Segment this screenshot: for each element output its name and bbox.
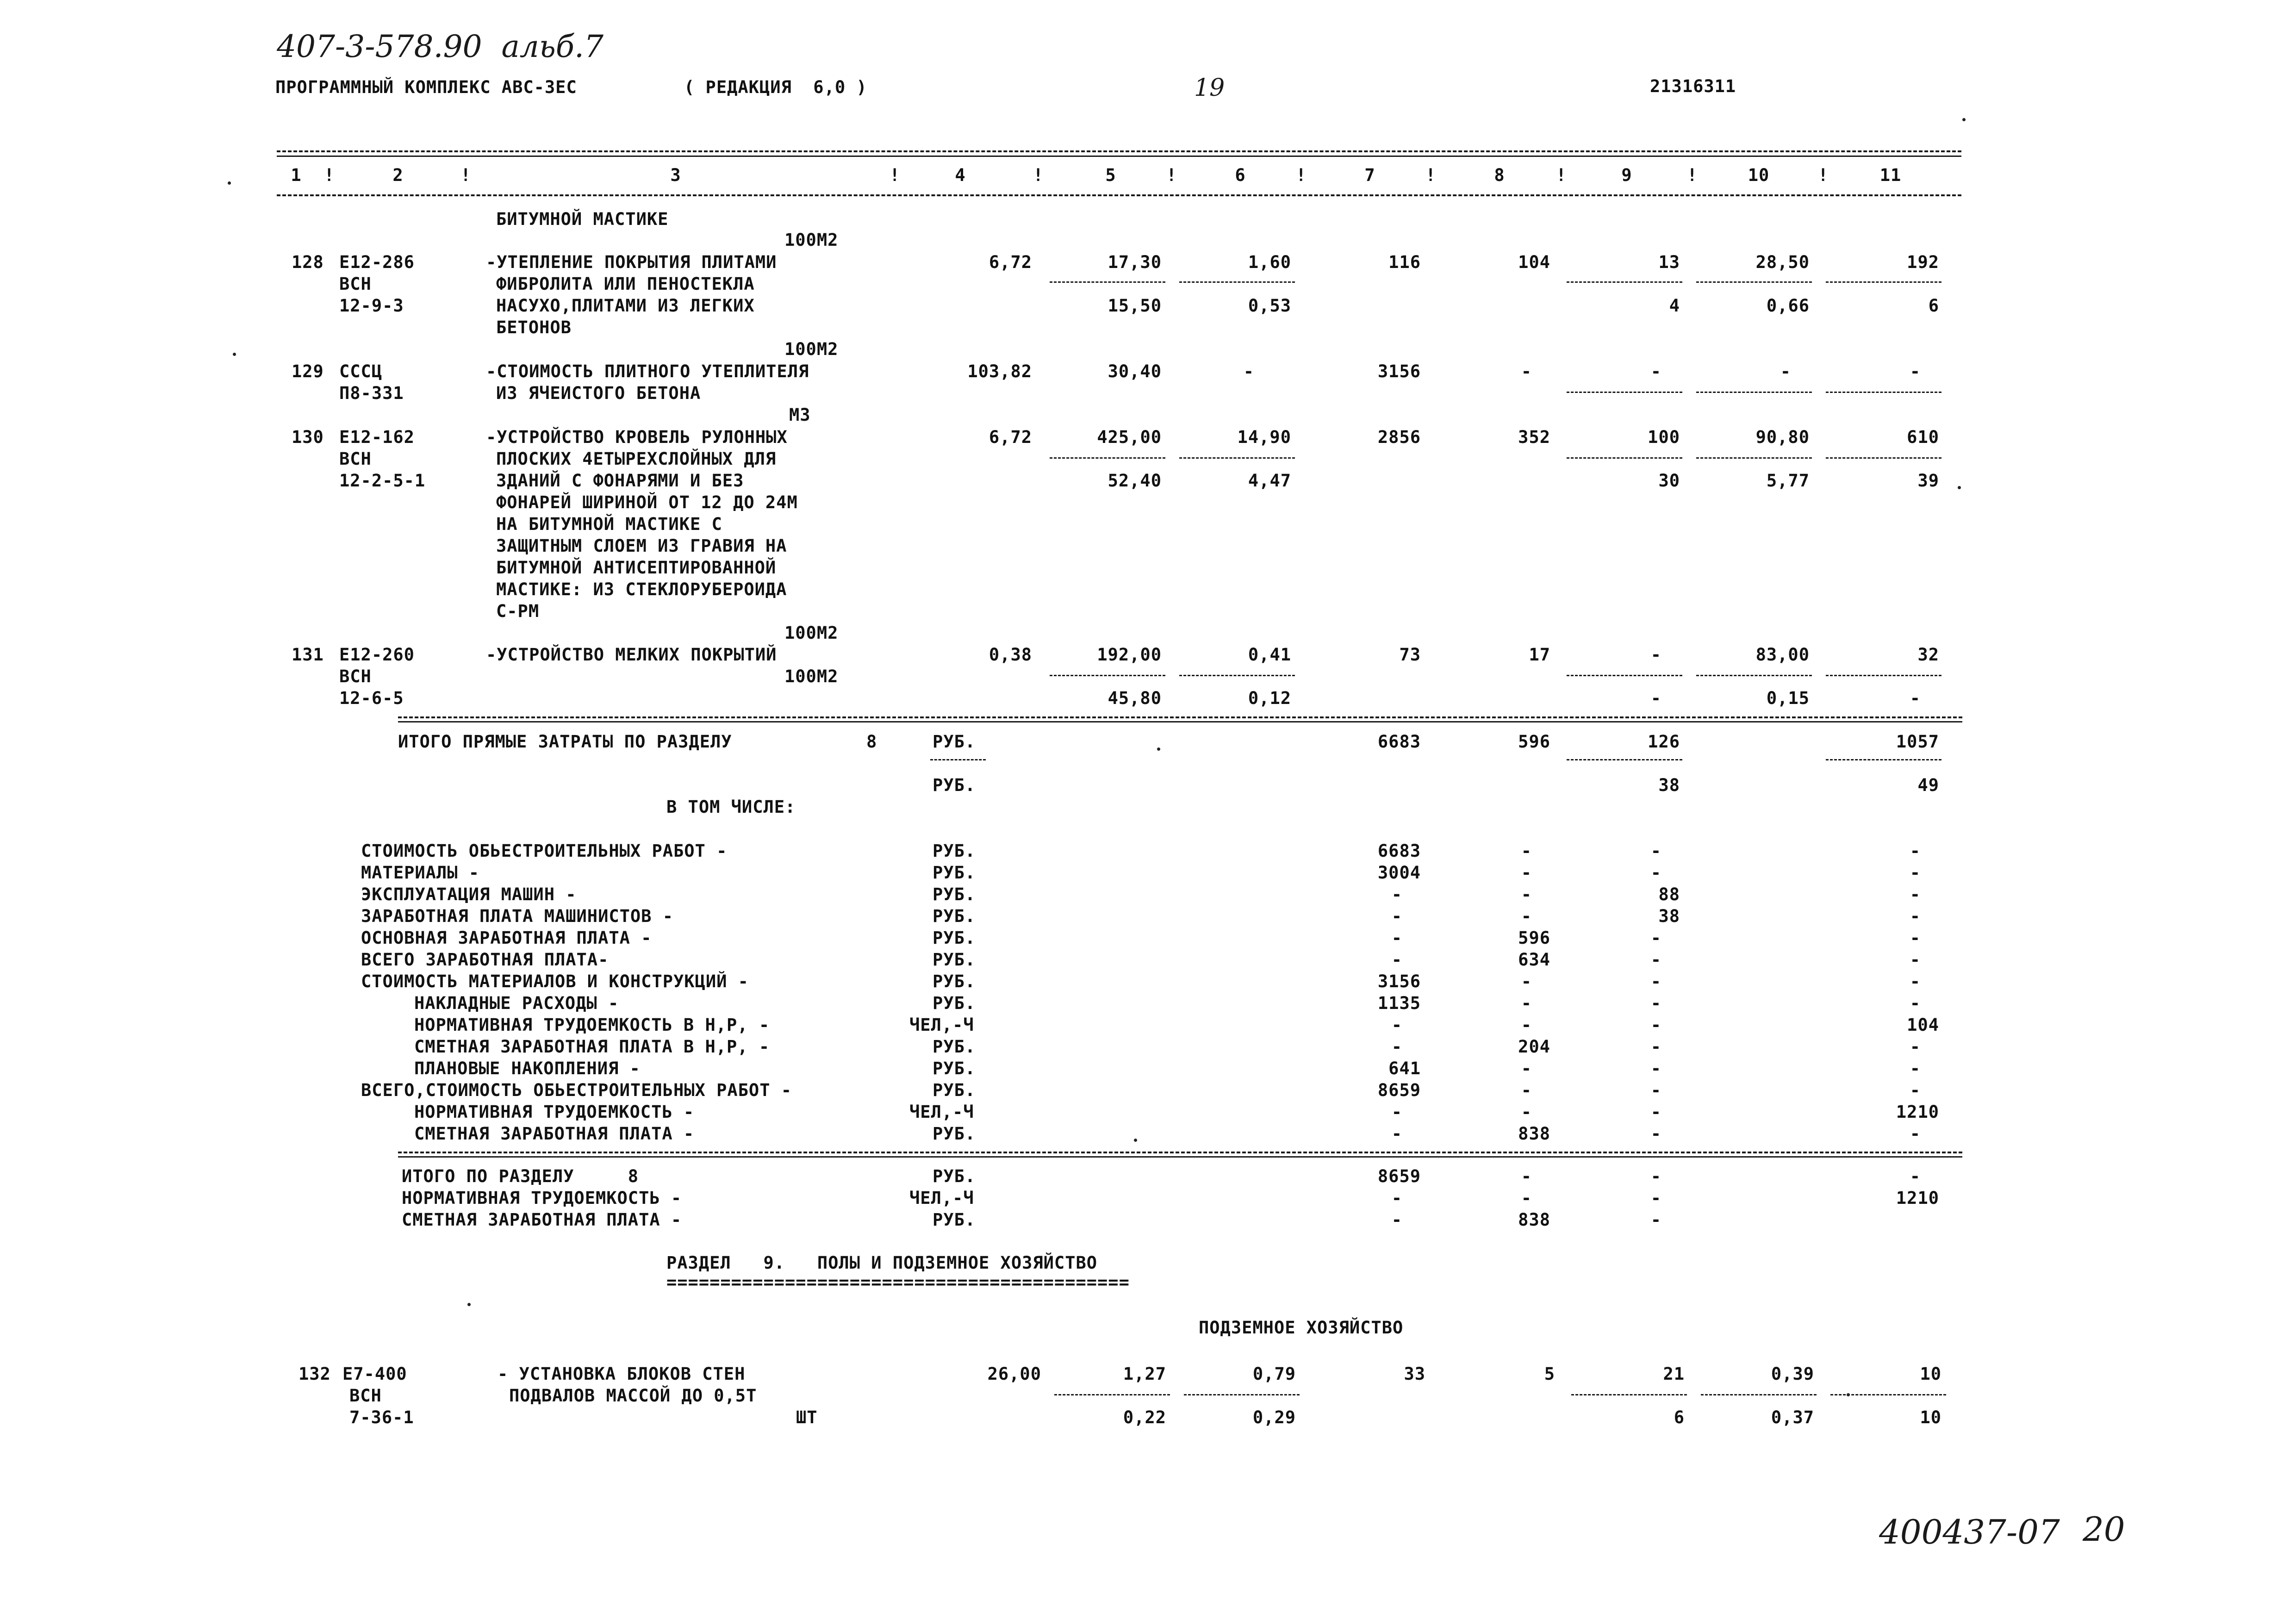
r128-c8: 104: [1518, 252, 1550, 272]
breakdown-c7: -: [1391, 884, 1402, 904]
section-total-c9: -: [1650, 1166, 1661, 1186]
direct-costs-label: ИТОГО ПРЯМЫЕ ЗАТРАТЫ ПО РАЗДЕЛУ: [398, 732, 732, 752]
r128-desc-2: ФИБРОЛИТА ИЛИ ПЕНОСТЕКЛА: [496, 274, 755, 294]
breakdown-c11: -: [1910, 1124, 1921, 1144]
section-total-unit: РУБ.: [933, 1210, 976, 1230]
breakdown-c8: -: [1521, 1015, 1532, 1035]
breakdown-c11: -: [1910, 841, 1921, 861]
direct-costs-unit: РУБ.: [933, 732, 976, 752]
breakdown-c7: -: [1391, 1124, 1402, 1144]
r130-code3: 12-2-5-1: [339, 471, 426, 491]
row-split: [1567, 457, 1682, 459]
r131-code: Е12-260: [339, 645, 415, 665]
r131-c5b: 45,80: [1108, 688, 1162, 708]
r132-c11: 10: [1920, 1364, 1941, 1384]
section-total-c9: -: [1650, 1210, 1661, 1230]
breakdown-c9: -: [1650, 863, 1661, 883]
breakdown-unit: РУБ.: [933, 841, 976, 861]
r128-qty: 6,72: [989, 252, 1032, 272]
breakdown-c7: 8659: [1377, 1080, 1421, 1100]
r128-num: 128: [292, 252, 324, 272]
col-header-10: 10: [1748, 165, 1770, 185]
breakdown-label: МАТЕРИАЛЫ -: [361, 863, 480, 883]
r129-c8: -: [1521, 361, 1532, 381]
row-split: [1184, 1394, 1300, 1395]
breakdown-c7: 3156: [1377, 971, 1421, 991]
section-total-c7: 8659: [1377, 1166, 1421, 1186]
row-split: [1054, 1394, 1170, 1395]
r129-unit: М3: [789, 405, 811, 425]
breakdown-unit: РУБ.: [933, 863, 976, 883]
breakdown-c8: -: [1521, 1059, 1532, 1078]
breakdown-c9: 88: [1658, 884, 1680, 904]
breakdown-c11: -: [1910, 906, 1921, 926]
col-header-9: 9: [1621, 165, 1632, 185]
r132-c8: 5: [1544, 1364, 1555, 1384]
section-total-c11: -: [1910, 1166, 1921, 1186]
breakdown-unit: РУБ.: [933, 906, 976, 926]
section-total-unit: ЧЕЛ,-Ч: [909, 1188, 974, 1208]
program-title: ПРОГРАММНЫЙ КОМПЛЕКС АВС-3ЕС: [275, 77, 577, 97]
breakdown-c9: -: [1650, 1059, 1661, 1078]
breakdown-c8: -: [1521, 1080, 1532, 1100]
breakdown-c9: -: [1650, 841, 1661, 861]
direct-costs-c11: 1057: [1896, 732, 1939, 752]
section-total-c7: -: [1391, 1210, 1402, 1230]
direct-costs-c9: 126: [1648, 732, 1680, 752]
col-header-1: 1: [291, 165, 302, 185]
breakdown-c8: -: [1521, 1102, 1532, 1122]
direct-costs-unit-2: РУБ.: [933, 775, 976, 795]
r128-code: Е12-286: [339, 252, 415, 272]
r130-num: 130: [292, 427, 324, 447]
r129-c7: 3156: [1377, 361, 1421, 381]
r130-desc-9: С-РМ: [496, 601, 540, 621]
row-split: [1179, 457, 1295, 459]
row-split: [1826, 759, 1941, 760]
r132-c10b: 0,37: [1771, 1407, 1814, 1427]
breakdown-c11: -: [1910, 1080, 1921, 1100]
r131-c9: -: [1650, 645, 1661, 665]
r128-code2: ВСН: [339, 274, 372, 294]
r129-code2: П8-331: [339, 383, 404, 403]
r130-unit: 100М2: [784, 623, 839, 643]
r130-c10: 90,80: [1755, 427, 1810, 447]
breakdown-label: НАКЛАДНЫЕ РАСХОДЫ -: [414, 993, 619, 1013]
r130-c5b: 52,40: [1108, 471, 1162, 491]
r130-c5: 425,00: [1097, 427, 1162, 447]
subtotal-rule-2: [398, 721, 1962, 722]
r132-c7: 33: [1404, 1364, 1425, 1384]
r130-c9: 100: [1648, 427, 1680, 447]
row-split: [1567, 281, 1682, 283]
breakdown-c8: -: [1521, 884, 1532, 904]
table-top-rule: [277, 150, 1961, 152]
breakdown-c8: 596: [1518, 928, 1550, 948]
section-total-c9: -: [1650, 1188, 1661, 1208]
breakdown-c11: 104: [1907, 1015, 1939, 1035]
handwritten-doc-code: 400437-07: [1879, 1513, 2060, 1551]
col-header-11: 11: [1879, 165, 1902, 185]
r130-desc-6: ЗАЩИТНЫМ СЛОЕМ ИЗ ГРАВИЯ НА: [496, 536, 787, 556]
section-total-c11: 1210: [1896, 1188, 1939, 1208]
section-total-rule-2: [398, 1156, 1962, 1158]
col-header-5: 5: [1105, 165, 1116, 185]
r130-c6b: 4,47: [1248, 471, 1291, 491]
r130-qty: 6,72: [989, 427, 1032, 447]
section-total-label: ИТОГО ПО РАЗДЕЛУ 8: [402, 1166, 639, 1186]
section-total-label: СМЕТНАЯ ЗАРАБОТНАЯ ПЛАТА -: [402, 1210, 682, 1230]
r129-desc-1: -СТОИМОСТЬ ПЛИТНОГО УТЕПЛИТЕЛЯ: [486, 361, 809, 381]
row-split: [930, 759, 986, 760]
row-split: [1701, 1394, 1817, 1395]
row-split: [1826, 392, 1941, 393]
breakdown-c11: -: [1910, 884, 1921, 904]
r130-c6: 14,90: [1237, 427, 1291, 447]
breakdown-c8: -: [1521, 841, 1532, 861]
breakdown-c11: -: [1910, 1059, 1921, 1078]
r130-c9b: 30: [1658, 471, 1680, 491]
r128-desc-3: НАСУХО,ПЛИТАМИ ИЗ ЛЕГКИХ: [496, 296, 755, 316]
r130-code2: ВСН: [339, 449, 372, 469]
breakdown-c9: -: [1650, 1015, 1661, 1035]
col-header-6: 6: [1235, 165, 1246, 185]
r132-desc-1: - УСТАНОВКА БЛОКОВ СТЕН: [498, 1364, 746, 1384]
breakdown-c9: -: [1650, 1037, 1661, 1057]
r132-c10: 0,39: [1771, 1364, 1814, 1384]
r130-c8: 352: [1518, 427, 1550, 447]
breakdown-label: ПЛАНОВЫЕ НАКОПЛЕНИЯ -: [414, 1059, 641, 1078]
r128-c10b: 0,66: [1766, 296, 1810, 316]
r131-c6: 0,41: [1248, 645, 1291, 665]
breakdown-unit: РУБ.: [933, 950, 976, 970]
r129-c9: -: [1650, 361, 1661, 381]
breakdown-c11: -: [1910, 863, 1921, 883]
breakdown-c7: -: [1391, 1037, 1402, 1057]
r128-c11b: 6: [1928, 296, 1939, 316]
col-header-3: 3: [670, 165, 681, 185]
direct-costs-c11b: 49: [1917, 775, 1939, 795]
section-total-c7: -: [1391, 1188, 1402, 1208]
r132-code2: ВСН: [349, 1386, 382, 1406]
r130-c7: 2856: [1377, 427, 1421, 447]
breakdown-label: ОСНОВНАЯ ЗАРАБОТНАЯ ПЛАТА -: [361, 928, 652, 948]
breakdown-c7: -: [1391, 1102, 1402, 1122]
r132-c5b: 0,22: [1123, 1407, 1166, 1427]
r131-num: 131: [292, 645, 324, 665]
r131-c9b: -: [1650, 688, 1661, 708]
r129-c11: -: [1910, 361, 1921, 381]
breakdown-unit: РУБ.: [933, 1080, 976, 1100]
col-sep: !: [1556, 165, 1567, 185]
breakdown-unit: ЧЕЛ,-Ч: [909, 1102, 974, 1122]
breakdown-c9: 38: [1658, 906, 1680, 926]
scan-speck: [1134, 1139, 1137, 1142]
page-number: 19: [1194, 74, 1225, 102]
r130-c10b: 5,77: [1766, 471, 1810, 491]
including-heading: В ТОМ ЧИСЛЕ:: [666, 797, 796, 817]
r130-c11b: 39: [1917, 471, 1939, 491]
col-sep: !: [1033, 165, 1044, 185]
r131-c11b: -: [1910, 688, 1921, 708]
r131-qty: 0,38: [989, 645, 1032, 665]
r129-c5: 30,40: [1108, 361, 1162, 381]
breakdown-c9: -: [1650, 993, 1661, 1013]
r130-desc-1: -УСТРОЙСТВО КРОВЕЛЬ РУЛОННЫХ: [486, 427, 788, 447]
r129-num: 129: [292, 361, 324, 381]
r128-c7: 116: [1388, 252, 1421, 272]
section-total-unit: РУБ.: [933, 1166, 976, 1186]
r131-code2: ВСН: [339, 666, 372, 686]
section9-title: РАЗДЕЛ 9. ПОЛЫ И ПОДЗЕМНОЕ ХОЗЯЙСТВО: [666, 1253, 1098, 1273]
scan-speck: [467, 1303, 471, 1306]
r132-c6: 0,79: [1252, 1364, 1296, 1384]
handwritten-page-number: 20: [2083, 1510, 2125, 1549]
r127-unit: 100М2: [784, 230, 839, 250]
col-separators: !: [324, 165, 335, 185]
breakdown-c7: 6683: [1377, 841, 1421, 861]
col-sep: !: [1687, 165, 1698, 185]
breakdown-c11: -: [1910, 950, 1921, 970]
scan-speck: [228, 181, 231, 185]
r130-desc-3: ЗДАНИЙ С ФОНАРЯМИ И БЕЗ: [496, 471, 744, 491]
col-header-4: 4: [955, 165, 966, 185]
r132-c5: 1,27: [1123, 1364, 1166, 1384]
section-total-c8: -: [1521, 1166, 1532, 1186]
row-split: [1567, 675, 1682, 676]
r130-c11: 610: [1907, 427, 1939, 447]
row-split: [1826, 281, 1941, 283]
breakdown-label: НОРМАТИВНАЯ ТРУДОЕМКОСТЬ -: [414, 1102, 695, 1122]
r130-code: Е12-162: [339, 427, 415, 447]
document-code: 21316311: [1650, 76, 1736, 96]
scan-speck: [1958, 486, 1961, 489]
row-split: [1696, 675, 1812, 676]
r131-c11: 32: [1917, 645, 1939, 665]
row-split: [1567, 392, 1682, 393]
r131-c6b: 0,12: [1248, 688, 1291, 708]
breakdown-c8: 204: [1518, 1037, 1550, 1057]
r132-qty: 26,00: [987, 1364, 1041, 1384]
breakdown-c11: 1210: [1896, 1102, 1939, 1122]
r132-c9b: 6: [1674, 1407, 1685, 1427]
r128-desc-4: БЕТОНОВ: [496, 318, 572, 337]
col-header-8: 8: [1494, 165, 1505, 185]
breakdown-c9: -: [1650, 950, 1661, 970]
r131-c7: 73: [1399, 645, 1421, 665]
row-split: [1050, 457, 1165, 459]
r128-c10: 28,50: [1755, 252, 1810, 272]
r132-num: 132: [299, 1364, 331, 1384]
section9-rule: ===========================================: [666, 1272, 1130, 1292]
r129-c6: -: [1243, 361, 1254, 381]
breakdown-unit: РУБ.: [933, 884, 976, 904]
row-split: [1567, 759, 1682, 760]
r128-c9b: 4: [1669, 296, 1680, 316]
breakdown-label: ЗАРАБОТНАЯ ПЛАТА МАШИНИСТОВ -: [361, 906, 674, 926]
breakdown-c8: -: [1521, 993, 1532, 1013]
r132-c9: 21: [1663, 1364, 1685, 1384]
scan-speck: [233, 353, 236, 356]
breakdown-unit: ЧЕЛ,-Ч: [909, 1015, 974, 1035]
r128-unit: 100М2: [784, 339, 839, 359]
breakdown-label: ВСЕГО,СТОИМОСТЬ ОБЬЕСТРОИТЕЛЬНЫХ РАБОТ -: [361, 1080, 792, 1100]
breakdown-label: ЭКСПЛУАТАЦИЯ МАШИН -: [361, 884, 577, 904]
row-split: [1696, 392, 1812, 393]
r131-c5: 192,00: [1097, 645, 1162, 665]
row-split: [1826, 457, 1941, 459]
direct-costs-c9b: 38: [1658, 775, 1680, 795]
r131-c8: 17: [1529, 645, 1550, 665]
breakdown-c9: -: [1650, 928, 1661, 948]
breakdown-c7: -: [1391, 950, 1402, 970]
breakdown-c7: -: [1391, 1015, 1402, 1035]
col-sep: !: [890, 165, 901, 185]
breakdown-c9: -: [1650, 1124, 1661, 1144]
row-split: [1050, 281, 1165, 283]
r132-c11b: 10: [1920, 1407, 1941, 1427]
r128-code3: 12-9-3: [339, 296, 404, 316]
breakdown-c8: 634: [1518, 950, 1550, 970]
r132-code: Е7-400: [342, 1364, 407, 1384]
section-total-c8: -: [1521, 1188, 1532, 1208]
breakdown-c8: -: [1521, 906, 1532, 926]
breakdown-label: СТОИМОСТЬ МАТЕРИАЛОВ И КОНСТРУКЦИЙ -: [361, 971, 749, 991]
breakdown-c9: -: [1650, 1080, 1661, 1100]
col-sep: !: [1818, 165, 1829, 185]
edition: ( РЕДАКЦИЯ 6,0 ): [684, 77, 867, 97]
col-header-7: 7: [1364, 165, 1375, 185]
breakdown-c8: 838: [1518, 1124, 1550, 1144]
breakdown-c11: -: [1910, 928, 1921, 948]
r131-c10: 83,00: [1755, 645, 1810, 665]
breakdown-c8: -: [1521, 863, 1532, 883]
row-split: [1696, 457, 1812, 459]
r128-desc-1: -УТЕПЛЕНИЕ ПОКРЫТИЯ ПЛИТАМИ: [486, 252, 777, 272]
col-sep: !: [1425, 165, 1437, 185]
r130-desc-7: БИТУМНОЙ АНТИСЕПТИРОВАННОЙ: [496, 558, 777, 578]
col-sep: !: [1166, 165, 1177, 185]
r128-c5b: 15,50: [1108, 296, 1162, 316]
r129-c10: -: [1780, 361, 1791, 381]
r129-code: СССЦ: [339, 361, 383, 381]
section-total-rule: [398, 1152, 1962, 1153]
breakdown-unit: РУБ.: [933, 1037, 976, 1057]
r132-unit: ШТ: [796, 1407, 818, 1427]
breakdown-unit: РУБ.: [933, 928, 976, 948]
r128-c11: 192: [1907, 252, 1939, 272]
r131-code3: 12-6-5: [339, 688, 404, 708]
breakdown-label: СТОИМОСТЬ ОБЬЕСТРОИТЕЛЬНЫХ РАБОТ -: [361, 841, 728, 861]
r128-c9: 13: [1658, 252, 1680, 272]
section-total-label: НОРМАТИВНАЯ ТРУДОЕМКОСТЬ -: [402, 1188, 682, 1208]
row-split: [1179, 281, 1295, 283]
scan-speck: [1847, 1393, 1850, 1396]
r129-desc-2: ИЗ ЯЧЕИСТОГО БЕТОНА: [496, 383, 701, 403]
breakdown-unit: РУБ.: [933, 1059, 976, 1078]
r131-unit: 100М2: [784, 666, 839, 686]
breakdown-c7: 1135: [1377, 993, 1421, 1013]
header-bottom-rule: [277, 194, 1961, 196]
row-split: [1050, 675, 1165, 676]
breakdown-label: СМЕТНАЯ ЗАРАБОТНАЯ ПЛАТА -: [414, 1124, 695, 1144]
breakdown-c7: 3004: [1377, 863, 1421, 883]
breakdown-c11: -: [1910, 993, 1921, 1013]
r131-desc-1: -УСТРОЙСТВО МЕЛКИХ ПОКРЫТИЙ: [486, 645, 777, 665]
r129-qty: 103,82: [967, 361, 1032, 381]
direct-costs-c8: 596: [1518, 732, 1550, 752]
breakdown-c7: -: [1391, 906, 1402, 926]
breakdown-unit: РУБ.: [933, 1124, 976, 1144]
row-split: [1826, 675, 1941, 676]
row-split: [1696, 281, 1812, 283]
breakdown-c9: -: [1650, 971, 1661, 991]
handwritten-album-ref: 407-3-578.90 альб.7: [277, 29, 604, 64]
breakdown-c8: -: [1521, 971, 1532, 991]
r130-desc-2: ПЛОСКИХ 4ЕТЫРЕХСЛОЙНЫХ ДЛЯ: [496, 449, 777, 469]
r128-c6: 1,60: [1248, 252, 1291, 272]
breakdown-c9: -: [1650, 1102, 1661, 1122]
breakdown-c7: -: [1391, 928, 1402, 948]
r128-c6b: 0,53: [1248, 296, 1291, 316]
scan-speck: [1157, 747, 1160, 751]
r130-desc-4: ФОНАРЕЙ ШИРИНОЙ ОТ 12 ДО 24М: [496, 492, 798, 512]
breakdown-c7: 641: [1388, 1059, 1421, 1078]
r130-desc-8: МАСТИКЕ: ИЗ СТЕКЛОРУБЕРОИДА: [496, 579, 787, 599]
r127-desc-tail: БИТУМНОЙ МАСТИКЕ: [496, 209, 669, 229]
section-total-c8: 838: [1518, 1210, 1550, 1230]
breakdown-label: ВСЕГО ЗАРАБОТНАЯ ПЛАТА-: [361, 950, 609, 970]
breakdown-c11: -: [1910, 1037, 1921, 1057]
col-sep: !: [460, 165, 472, 185]
row-split: [1571, 1394, 1687, 1395]
col-sep: !: [1296, 165, 1307, 185]
r131-c10b: 0,15: [1766, 688, 1810, 708]
breakdown-label: НОРМАТИВНАЯ ТРУДОЕМКОСТЬ В Н,Р, -: [414, 1015, 770, 1035]
breakdown-label: СМЕТНАЯ ЗАРАБОТНАЯ ПЛАТА В Н,Р, -: [414, 1037, 770, 1057]
breakdown-c11: -: [1910, 971, 1921, 991]
breakdown-unit: РУБ.: [933, 971, 976, 991]
direct-costs-c7: 6683: [1377, 732, 1421, 752]
section9-subtitle: ПОДЗЕМНОЕ ХОЗЯЙСТВО: [1199, 1318, 1404, 1338]
r128-c5: 17,30: [1108, 252, 1162, 272]
row-split: [1179, 675, 1295, 676]
breakdown-unit: РУБ.: [933, 993, 976, 1013]
direct-costs-section: 8: [866, 732, 877, 752]
r132-code3: 7-36-1: [349, 1407, 414, 1427]
r132-c6b: 0,29: [1252, 1407, 1296, 1427]
r132-desc-2: ПОДВАЛОВ МАССОЙ ДО 0,5Т: [509, 1386, 757, 1406]
subtotal-rule: [398, 716, 1962, 718]
col-header-2: 2: [392, 165, 404, 185]
table-top-rule-2: [277, 156, 1961, 157]
r130-desc-5: НА БИТУМНОЙ МАСТИКЕ С: [496, 514, 722, 534]
scan-speck: [1962, 118, 1966, 121]
